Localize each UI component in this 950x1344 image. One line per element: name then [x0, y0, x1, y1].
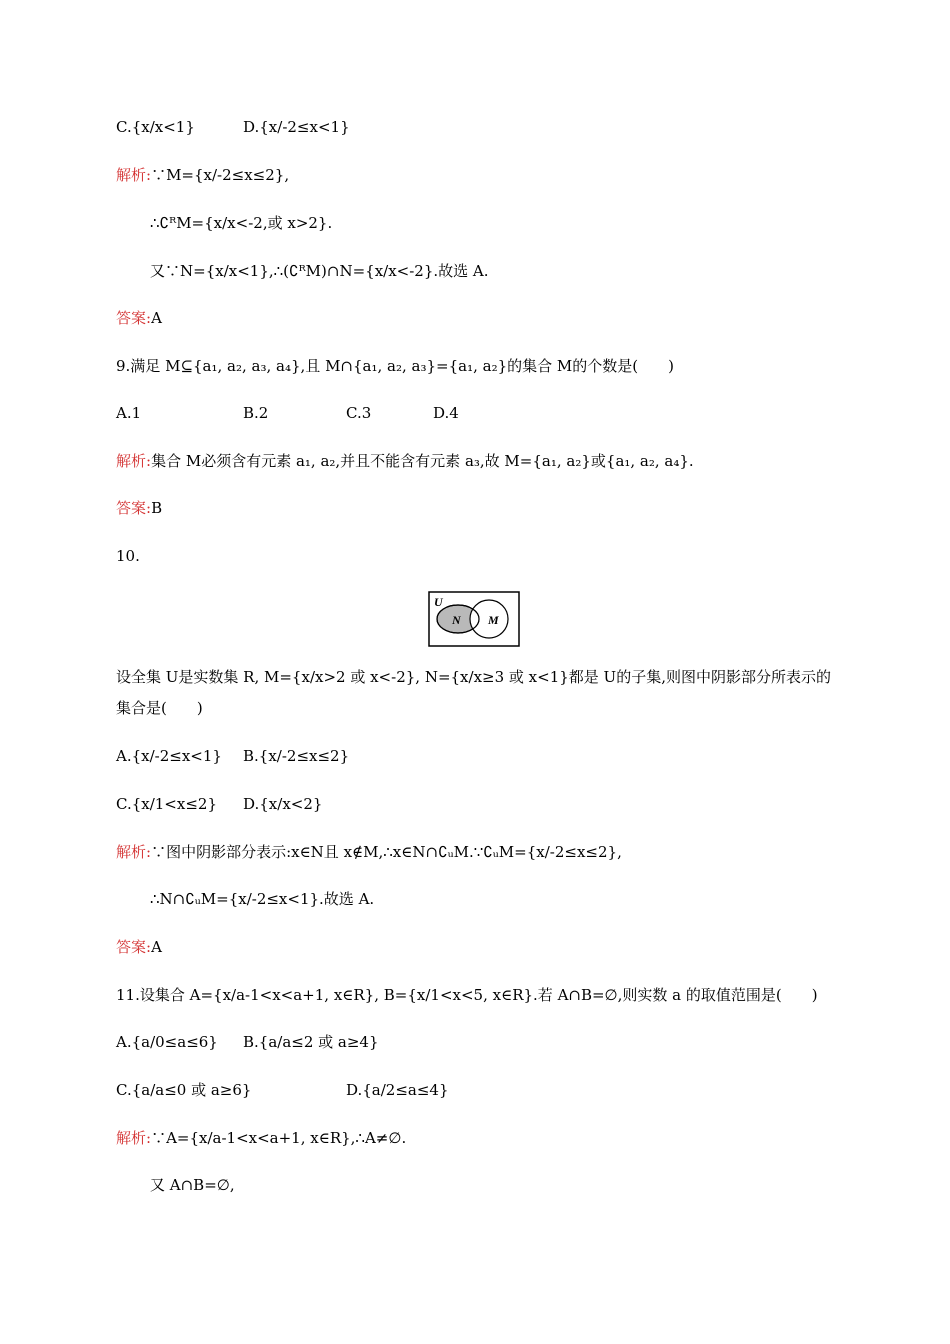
answer-label: 答案: [116, 938, 152, 956]
answer-q9: 答案:B [116, 499, 163, 517]
analysis-q8: 解析:∵M={x/-2≤x≤2}, [116, 166, 290, 184]
venn-diagram [428, 591, 520, 647]
option-c-q9: C.3 [346, 404, 372, 422]
question-10-text-line2: 集合是( ) [116, 699, 203, 717]
option-c-q11: C.{a/a≤0 或 a≥6} [116, 1081, 252, 1099]
analysis-q9: 解析:集合 M必须含有元素 a₁, a₂,并且不能含有元素 a₃,故 M={a₁, a₂}或{a₁, a₂, a₄}. [116, 452, 694, 470]
option-c-q8: C.{x/x<1} [116, 118, 195, 136]
option-b-q9: B.2 [243, 404, 269, 422]
answer-q10: 答案:A [116, 938, 162, 956]
option-d-q9: D.4 [433, 404, 459, 422]
analysis-label: 解析: [116, 452, 152, 470]
analysis-q8-line2: ∴∁ᴿM={x/x<-2,或 x>2}. [150, 214, 333, 232]
analysis-label: 解析: [116, 843, 152, 861]
option-a-q10: A.{x/-2≤x<1} [116, 747, 222, 765]
option-a-q11: A.{a/0≤a≤6} [116, 1033, 218, 1051]
answer-q8: 答案:A [116, 309, 162, 327]
option-a-q9: A.1 [116, 404, 142, 422]
answer-label: 答案: [116, 499, 152, 517]
analysis-q11: 解析:∵A={x/a-1<x<a+1, x∈R},∴A≠∅. [116, 1129, 407, 1147]
answer-label: 答案: [116, 309, 152, 327]
analysis-q11-line2: 又 A∩B=∅, [150, 1176, 235, 1194]
analysis-q10: 解析:∵图中阴影部分表示:x∈N且 x∉M,∴x∈N∩∁ᵤM.∵∁ᵤM={x/-2≤x≤2}, [116, 843, 622, 861]
option-d-q8: D.{x/-2≤x<1} [243, 118, 350, 136]
set-n-label: N [452, 613, 461, 627]
option-c-q10: C.{x/1<x≤2} [116, 795, 217, 813]
question-10-text: 设全集 U是实数集 R, M={x/x>2 或 x<-2}, N={x/x≥3 或 x<1}都是 U的子集,则图中阴影部分所表示的 [116, 668, 831, 686]
universe-label: U [434, 595, 443, 609]
question-9: 9.满足 M⊆{a₁, a₂, a₃, a₄},且 M∩{a₁, a₂, a₃}={a₁, a₂}的集合 M的个数是( ) [116, 357, 674, 375]
question-10-number: 10. [116, 547, 140, 565]
analysis-q8-line3: 又∵N={x/x<1},∴(∁ᴿM)∩N={x/x<-2}.故选 A. [150, 262, 489, 280]
analysis-q10-line2: ∴N∩∁ᵤM={x/-2≤x<1}.故选 A. [150, 890, 375, 908]
option-b-q11: B.{a/a≤2 或 a≥4} [243, 1033, 379, 1051]
analysis-label: 解析: [116, 166, 152, 184]
analysis-label: 解析: [116, 1129, 152, 1147]
question-11: 11.设集合 A={x/a-1<x<a+1, x∈R}, B={x/1<x<5, x∈R}.若 A∩B=∅,则实数 a 的取值范围是( ) [116, 986, 818, 1004]
set-m-label: M [488, 613, 499, 627]
option-d-q10: D.{x/x<2} [243, 795, 323, 813]
option-d-q11: D.{a/2≤a≤4} [346, 1081, 449, 1099]
option-b-q10: B.{x/-2≤x≤2} [243, 747, 350, 765]
